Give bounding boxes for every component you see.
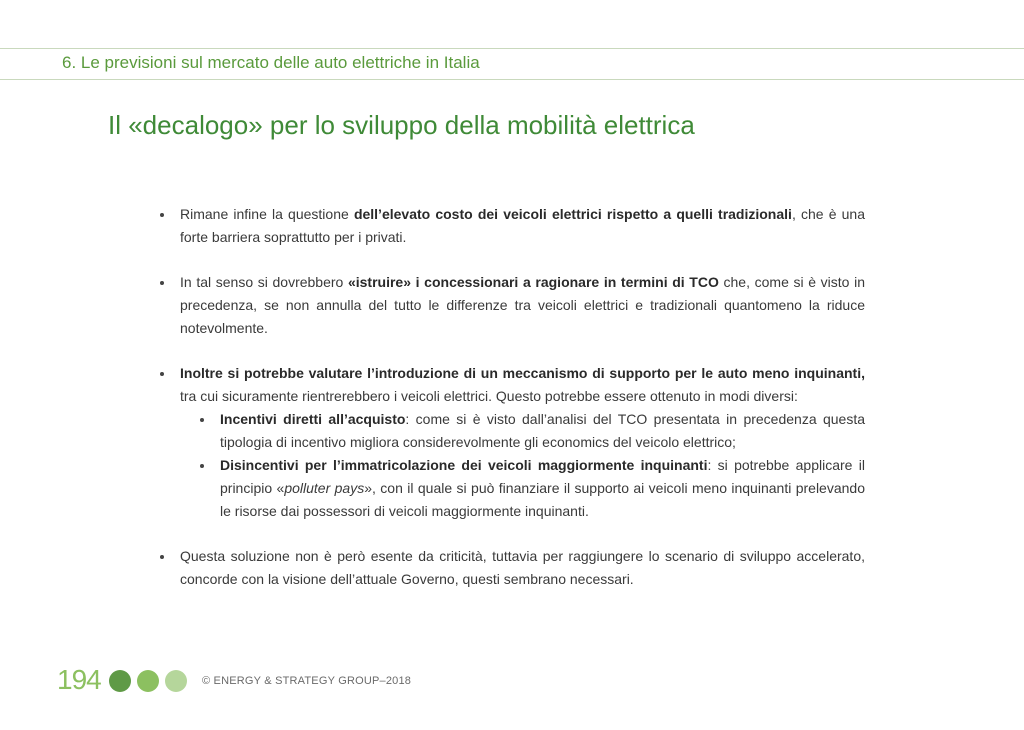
bullet-text: tra cui sicuramente rientrerebbero i veicoli elettrici. Questo potrebbe essere ottenuto in modi diversi: [180, 388, 798, 404]
bullet-item [160, 362, 865, 523]
sub-bullet-item [200, 408, 865, 454]
chapter-heading: 6. Le previsioni sul mercato delle auto elettriche in Italia [62, 53, 480, 72]
bullet-item [160, 203, 865, 249]
page-title: Il «decalogo» per lo sviluppo della mobilità elettrica [108, 110, 695, 140]
sub-bullet-italic-text: polluter pays [284, 480, 365, 496]
bullet-text: Questa soluzione non è però esente da criticità, tuttavia per raggiungere lo scenario di sviluppo accelerato, concorde con la visione dell’attuale Governo, questi sembrano necessari. [180, 548, 865, 587]
copyright-text: © ENERGY & STRATEGY GROUP–2018 [202, 675, 412, 687]
footer-dot [109, 670, 131, 692]
footer-dot [165, 670, 187, 692]
header-top-rule [0, 48, 1024, 49]
bullet-item [160, 545, 865, 591]
sub-bullet-text: : si potrebbe applicare il principio « [220, 457, 865, 496]
sub-bullet-text: : come si è visto dall’analisi del TCO presentata in precedenza questa tipologia di incentivo migliora considerevolmente gli economics del veicolo elettrico; [220, 411, 865, 450]
sub-bullet-bold-text: Disincentivi per l’immatricolazione dei veicoli maggiormente inquinanti [220, 457, 708, 473]
sub-bullet-item [200, 454, 865, 523]
footer-dot [137, 670, 159, 692]
bullet-item [160, 271, 865, 340]
bullet-bold-text: dell’elevato costo dei veicoli elettrici rispetto a quelli tradizionali [353, 206, 792, 222]
bullet-text: In tal senso si dovrebbero [180, 274, 348, 290]
bullet-text: che, come si è visto in precedenza, se non annulla del tutto le differenze tra veicoli elettrici e tradizionali quantomeno la riduce notevolmente. [180, 274, 865, 336]
page-number: 194 [57, 664, 101, 695]
bullet-bold-text: «istruire» i concessionari a ragionare in termini di TCO [347, 274, 719, 290]
bullet-bold-text: Inoltre si potrebbe valutare l’introduzione di un meccanismo di supporto per le auto meno inquinanti, [180, 365, 865, 381]
bullet-list [160, 203, 865, 613]
header-bottom-rule [0, 79, 1024, 80]
bullet-text: , che è una forte barriera soprattutto per i privati. [180, 206, 865, 245]
bullet-text: Rimane infine la questione [180, 206, 354, 222]
sub-bullet-bold-text: Incentivi diretti all’acquisto [220, 411, 406, 427]
sub-bullet-text: », con il quale si può finanziare il supporto ai veicoli meno inquinanti prelevando le risorse dai possessori di veicoli maggiormente inquinanti. [220, 480, 865, 519]
